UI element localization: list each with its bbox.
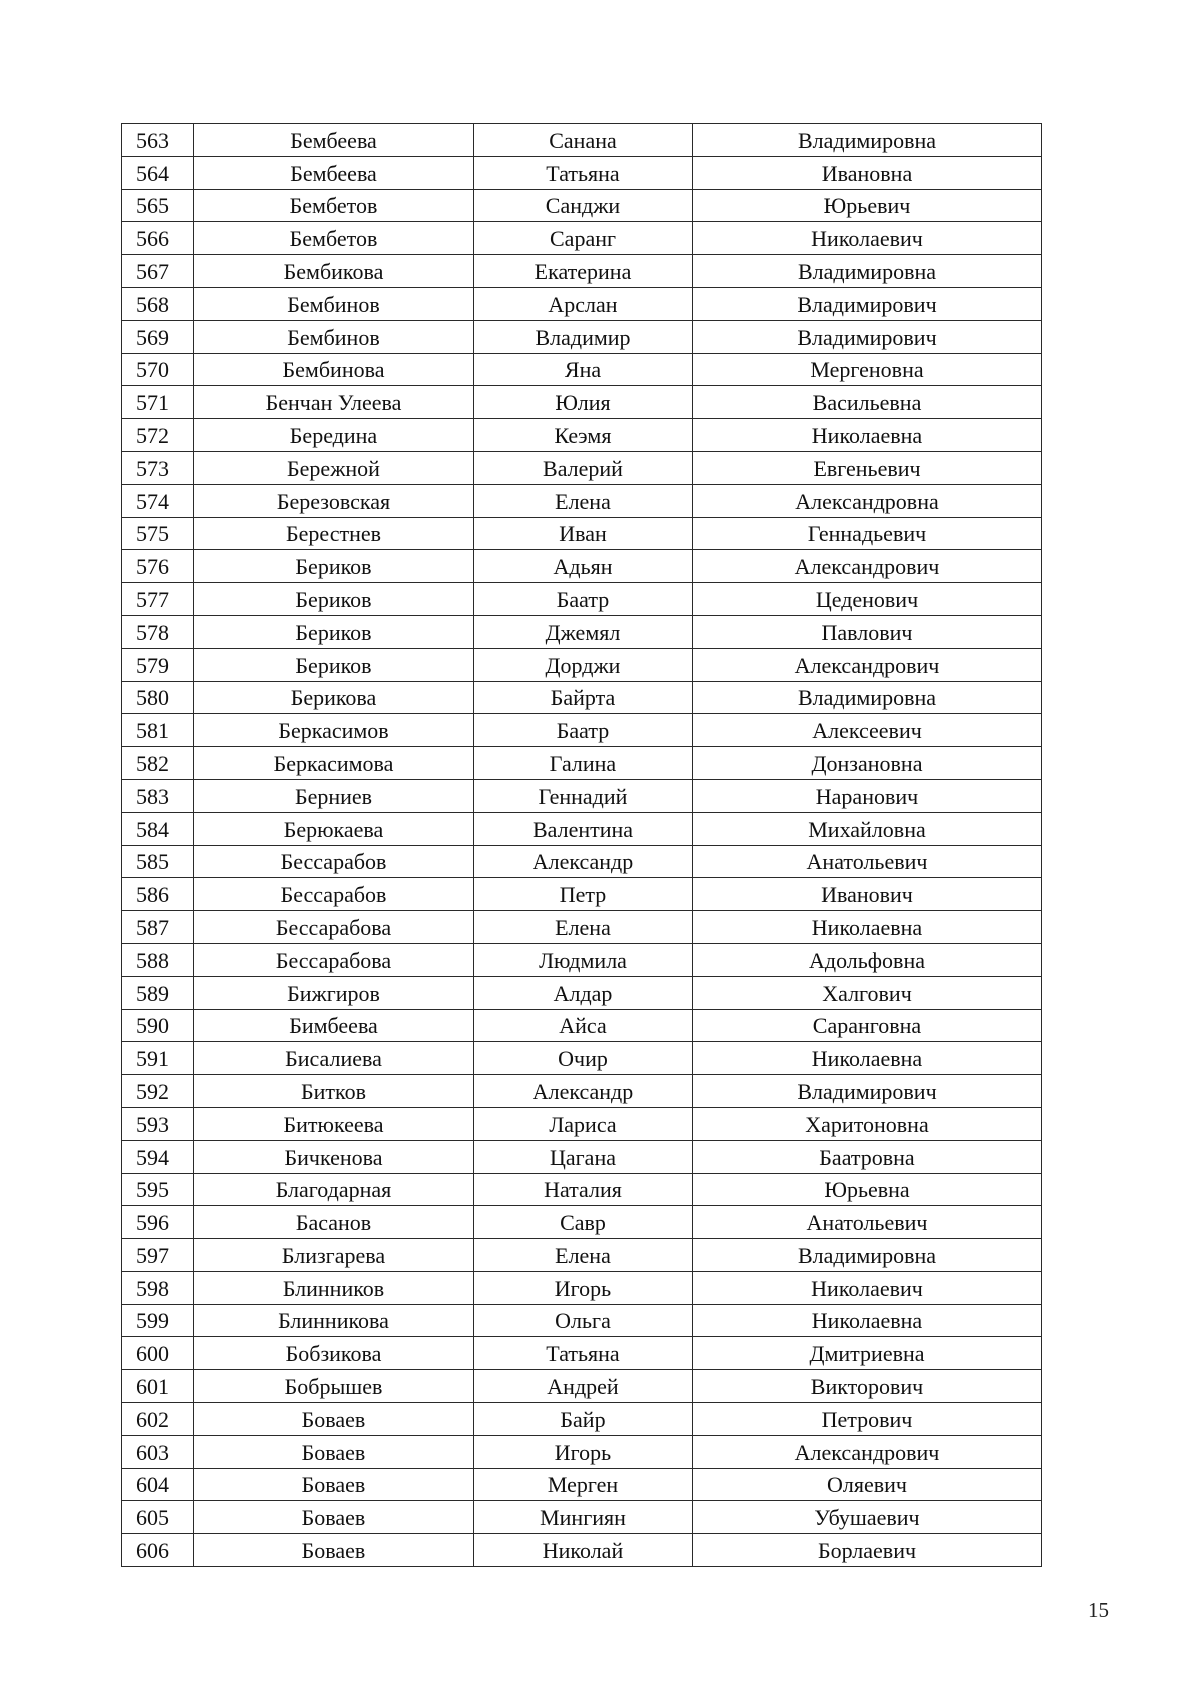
last-name-cell: Берикова [194,681,474,714]
patronymic-cell: Ивановна [693,156,1042,189]
patronymic-cell: Иванович [693,878,1042,911]
first-name-cell: Савр [474,1206,693,1239]
last-name-cell: Боваев [194,1435,474,1468]
first-name-cell: Очир [474,1042,693,1075]
last-name-cell: Бессарабова [194,943,474,976]
table-row [122,583,1042,616]
table-row [122,320,1042,353]
table-row [122,156,1042,189]
table-row [122,517,1042,550]
table-row [122,1206,1042,1239]
last-name-cell: Боваев [194,1403,474,1436]
row-number-cell: 563 [122,124,194,157]
table-row [122,1501,1042,1534]
patronymic-cell: Викторович [693,1370,1042,1403]
patronymic-cell: Донзановна [693,747,1042,780]
first-name-cell: Цагана [474,1140,693,1173]
last-name-cell: Бериков [194,550,474,583]
first-name-cell: Джемял [474,615,693,648]
first-name-cell: Галина [474,747,693,780]
first-name-cell: Байрта [474,681,693,714]
first-name-cell: Байр [474,1403,693,1436]
patronymic-cell: Владимировна [693,124,1042,157]
first-name-cell: Татьяна [474,1337,693,1370]
row-number-cell: 601 [122,1370,194,1403]
patronymic-cell: Николаевич [693,1271,1042,1304]
last-name-cell: Бимбеева [194,1009,474,1042]
last-name-cell: Берюкаева [194,812,474,845]
table-row [122,1173,1042,1206]
row-number-cell: 571 [122,386,194,419]
row-number-cell: 598 [122,1271,194,1304]
table-row [122,124,1042,157]
first-name-cell: Яна [474,353,693,386]
patronymic-cell: Анатольевич [693,845,1042,878]
first-name-cell: Татьяна [474,156,693,189]
row-number-cell: 568 [122,287,194,320]
patronymic-cell: Николаевна [693,911,1042,944]
last-name-cell: Боваев [194,1501,474,1534]
patronymic-cell: Саранговна [693,1009,1042,1042]
last-name-cell: Бембикова [194,255,474,288]
table-row [122,1009,1042,1042]
row-number-cell: 597 [122,1239,194,1272]
first-name-cell: Петр [474,878,693,911]
names-table [121,123,1042,1567]
first-name-cell: Баатр [474,583,693,616]
row-number-cell: 600 [122,1337,194,1370]
first-name-cell: Лариса [474,1107,693,1140]
first-name-cell: Саранг [474,222,693,255]
row-number-cell: 583 [122,779,194,812]
first-name-cell: Санана [474,124,693,157]
last-name-cell: Бембетов [194,222,474,255]
row-number-cell: 606 [122,1534,194,1567]
first-name-cell: Кеэмя [474,419,693,452]
row-number-cell: 593 [122,1107,194,1140]
patronymic-cell: Юрьевич [693,189,1042,222]
patronymic-cell: Владимировна [693,255,1042,288]
row-number-cell: 603 [122,1435,194,1468]
patronymic-cell: Владимировна [693,1239,1042,1272]
row-number-cell: 596 [122,1206,194,1239]
row-number-cell: 581 [122,714,194,747]
patronymic-cell: Борлаевич [693,1534,1042,1567]
last-name-cell: Беркасимов [194,714,474,747]
first-name-cell: Елена [474,1239,693,1272]
last-name-cell: Бессарабов [194,878,474,911]
last-name-cell: Битюкеева [194,1107,474,1140]
table-row [122,287,1042,320]
table-row [122,812,1042,845]
first-name-cell: Владимир [474,320,693,353]
table-row [122,1271,1042,1304]
last-name-cell: Бессарабов [194,845,474,878]
patronymic-cell: Оляевич [693,1468,1042,1501]
first-name-cell: Елена [474,911,693,944]
patronymic-cell: Александрович [693,550,1042,583]
table-row [122,386,1042,419]
table-row [122,714,1042,747]
table-row [122,1370,1042,1403]
row-number-cell: 595 [122,1173,194,1206]
row-number-cell: 574 [122,484,194,517]
row-number-cell: 585 [122,845,194,878]
last-name-cell: Бембеева [194,124,474,157]
patronymic-cell: Дмитриевна [693,1337,1042,1370]
patronymic-cell: Владимировна [693,681,1042,714]
last-name-cell: Бережной [194,451,474,484]
table-row [122,255,1042,288]
patronymic-cell: Халгович [693,976,1042,1009]
row-number-cell: 605 [122,1501,194,1534]
last-name-cell: Бичкенова [194,1140,474,1173]
row-number-cell: 564 [122,156,194,189]
row-number-cell: 575 [122,517,194,550]
table-row [122,681,1042,714]
table-row [122,911,1042,944]
first-name-cell: Валентина [474,812,693,845]
first-name-cell: Мингиян [474,1501,693,1534]
patronymic-cell: Евгеньевич [693,451,1042,484]
first-name-cell: Александр [474,1075,693,1108]
last-name-cell: Бембинов [194,320,474,353]
first-name-cell: Адьян [474,550,693,583]
patronymic-cell: Адольфовна [693,943,1042,976]
patronymic-cell: Николаевич [693,222,1042,255]
table-row [122,1239,1042,1272]
last-name-cell: Бембеева [194,156,474,189]
last-name-cell: Блинников [194,1271,474,1304]
last-name-cell: Басанов [194,1206,474,1239]
patronymic-cell: Александровна [693,484,1042,517]
row-number-cell: 569 [122,320,194,353]
first-name-cell: Александр [474,845,693,878]
table-row [122,943,1042,976]
row-number-cell: 587 [122,911,194,944]
table-row [122,1468,1042,1501]
patronymic-cell: Александрович [693,648,1042,681]
row-number-cell: 577 [122,583,194,616]
row-number-cell: 566 [122,222,194,255]
patronymic-cell: Юрьевна [693,1173,1042,1206]
first-name-cell: Ольга [474,1304,693,1337]
row-number-cell: 572 [122,419,194,452]
last-name-cell: Бессарабова [194,911,474,944]
table-row [122,451,1042,484]
row-number-cell: 590 [122,1009,194,1042]
first-name-cell: Арслан [474,287,693,320]
last-name-cell: Берестнев [194,517,474,550]
table-row [122,976,1042,1009]
page-number: 15 [1088,1598,1109,1622]
last-name-cell: Боваев [194,1468,474,1501]
table-row [122,189,1042,222]
first-name-cell: Мерген [474,1468,693,1501]
row-number-cell: 589 [122,976,194,1009]
table-row [122,1107,1042,1140]
table-row [122,1075,1042,1108]
row-number-cell: 565 [122,189,194,222]
last-name-cell: Бижгиров [194,976,474,1009]
table-row [122,550,1042,583]
row-number-cell: 576 [122,550,194,583]
last-name-cell: Бенчан Улеева [194,386,474,419]
patronymic-cell: Николаевна [693,1304,1042,1337]
first-name-cell: Андрей [474,1370,693,1403]
last-name-cell: Бериков [194,583,474,616]
row-number-cell: 594 [122,1140,194,1173]
last-name-cell: Бобрышев [194,1370,474,1403]
last-name-cell: Бембинова [194,353,474,386]
row-number-cell: 567 [122,255,194,288]
row-number-cell: 591 [122,1042,194,1075]
last-name-cell: Березовская [194,484,474,517]
patronymic-cell: Анатольевич [693,1206,1042,1239]
first-name-cell: Дорджи [474,648,693,681]
patronymic-cell: Убушаевич [693,1501,1042,1534]
row-number-cell: 582 [122,747,194,780]
table-row [122,353,1042,386]
names-table-body [122,124,1042,1567]
first-name-cell: Игорь [474,1435,693,1468]
table-row [122,1403,1042,1436]
last-name-cell: Блинникова [194,1304,474,1337]
last-name-cell: Битков [194,1075,474,1108]
table-row [122,1304,1042,1337]
first-name-cell: Игорь [474,1271,693,1304]
last-name-cell: Бембетов [194,189,474,222]
last-name-cell: Бембинов [194,287,474,320]
table-row [122,222,1042,255]
first-name-cell: Наталия [474,1173,693,1206]
first-name-cell: Валерий [474,451,693,484]
first-name-cell: Айса [474,1009,693,1042]
last-name-cell: Берниев [194,779,474,812]
patronymic-cell: Васильевна [693,386,1042,419]
first-name-cell: Баатр [474,714,693,747]
row-number-cell: 599 [122,1304,194,1337]
last-name-cell: Бобзикова [194,1337,474,1370]
first-name-cell: Геннадий [474,779,693,812]
last-name-cell: Благодарная [194,1173,474,1206]
row-number-cell: 579 [122,648,194,681]
last-name-cell: Боваев [194,1534,474,1567]
row-number-cell: 570 [122,353,194,386]
row-number-cell: 580 [122,681,194,714]
patronymic-cell: Владимирович [693,1075,1042,1108]
first-name-cell: Екатерина [474,255,693,288]
patronymic-cell: Владимирович [693,287,1042,320]
patronymic-cell: Николаевна [693,419,1042,452]
table-row [122,779,1042,812]
row-number-cell: 578 [122,615,194,648]
patronymic-cell: Александрович [693,1435,1042,1468]
table-row [122,878,1042,911]
table-row [122,1042,1042,1075]
row-number-cell: 602 [122,1403,194,1436]
first-name-cell: Николай [474,1534,693,1567]
table-row [122,419,1042,452]
first-name-cell: Людмила [474,943,693,976]
last-name-cell: Бередина [194,419,474,452]
table-row [122,1534,1042,1567]
last-name-cell: Бериков [194,648,474,681]
row-number-cell: 573 [122,451,194,484]
patronymic-cell: Павлович [693,615,1042,648]
table-row [122,747,1042,780]
row-number-cell: 604 [122,1468,194,1501]
table-row [122,1435,1042,1468]
patronymic-cell: Михайловна [693,812,1042,845]
first-name-cell: Елена [474,484,693,517]
first-name-cell: Иван [474,517,693,550]
patronymic-cell: Петрович [693,1403,1042,1436]
table-row [122,484,1042,517]
patronymic-cell: Наранович [693,779,1042,812]
patronymic-cell: Владимирович [693,320,1042,353]
first-name-cell: Алдар [474,976,693,1009]
last-name-cell: Бисалиева [194,1042,474,1075]
row-number-cell: 586 [122,878,194,911]
patronymic-cell: Мергеновна [693,353,1042,386]
table-row [122,845,1042,878]
row-number-cell: 592 [122,1075,194,1108]
patronymic-cell: Баатровна [693,1140,1042,1173]
last-name-cell: Близгарева [194,1239,474,1272]
patronymic-cell: Цеденович [693,583,1042,616]
table-row [122,1337,1042,1370]
last-name-cell: Беркасимова [194,747,474,780]
table-row [122,1140,1042,1173]
first-name-cell: Юлия [474,386,693,419]
patronymic-cell: Николаевна [693,1042,1042,1075]
patronymic-cell: Геннадьевич [693,517,1042,550]
patronymic-cell: Алексеевич [693,714,1042,747]
table-row [122,615,1042,648]
last-name-cell: Бериков [194,615,474,648]
first-name-cell: Санджи [474,189,693,222]
row-number-cell: 584 [122,812,194,845]
table-row [122,648,1042,681]
row-number-cell: 588 [122,943,194,976]
patronymic-cell: Харитоновна [693,1107,1042,1140]
